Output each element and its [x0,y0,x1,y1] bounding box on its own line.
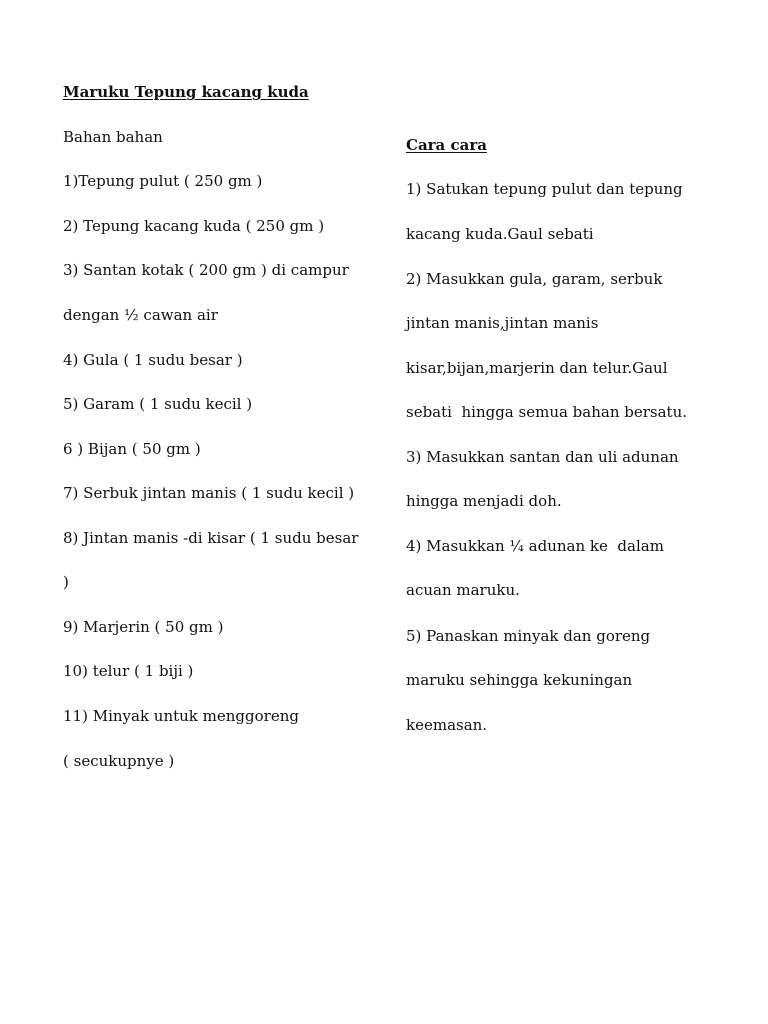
method-line: sebati hingga semua bahan bersatu. [406,403,688,421]
method-line: 2) Masukkan gula, garam, serbuk [406,270,663,288]
method-line: 3) Masukkan santan dan uli adunan [406,448,679,466]
ingredients-heading: Bahan bahan [63,128,163,146]
ingredient-line: 5) Garam ( 1 sudu kecil ) [63,395,253,413]
ingredient-line: ( secukupnye ) [63,752,175,770]
ingredient-line: 2) Tepung kacang kuda ( 250 gm ) [63,217,325,235]
method-heading: Cara cara [406,136,487,154]
ingredient-line: 6 ) Bijan ( 50 gm ) [63,440,201,458]
ingredient-line: 1)Tepung pulut ( 250 gm ) [63,172,263,190]
ingredient-line: 11) Minyak untuk menggoreng [63,707,299,725]
recipe-title: Maruku Tepung kacang kuda [63,83,309,101]
method-line: 4) Masukkan ¼ adunan ke dalam [406,537,664,555]
ingredient-line: 3) Santan kotak ( 200 gm ) di campur [63,261,349,279]
method-line: acuan maruku. [406,581,520,599]
ingredient-line: ) [63,573,69,591]
ingredient-line: 7) Serbuk jintan manis ( 1 sudu kecil ) [63,484,355,502]
method-line: kisar,bijan,marjerin dan telur.Gaul [406,359,668,377]
ingredient-line: 4) Gula ( 1 sudu besar ) [63,351,243,369]
ingredient-line: dengan ½ cawan air [63,306,218,324]
method-line: keemasan. [406,716,488,734]
method-line: jintan manis,jintan manis [406,314,599,332]
method-line: 5) Panaskan minyak dan goreng [406,627,651,645]
method-line: hingga menjadi doh. [406,492,562,510]
ingredient-line: 8) Jintan manis -di kisar ( 1 sudu besar [63,529,359,547]
ingredient-line: 9) Marjerin ( 50 gm ) [63,618,224,636]
ingredient-line: 10) telur ( 1 biji ) [63,662,194,680]
method-line: maruku sehingga kekuningan [406,671,633,689]
method-line: 1) Satukan tepung pulut dan tepung [406,180,683,198]
method-line: kacang kuda.Gaul sebati [406,225,594,243]
